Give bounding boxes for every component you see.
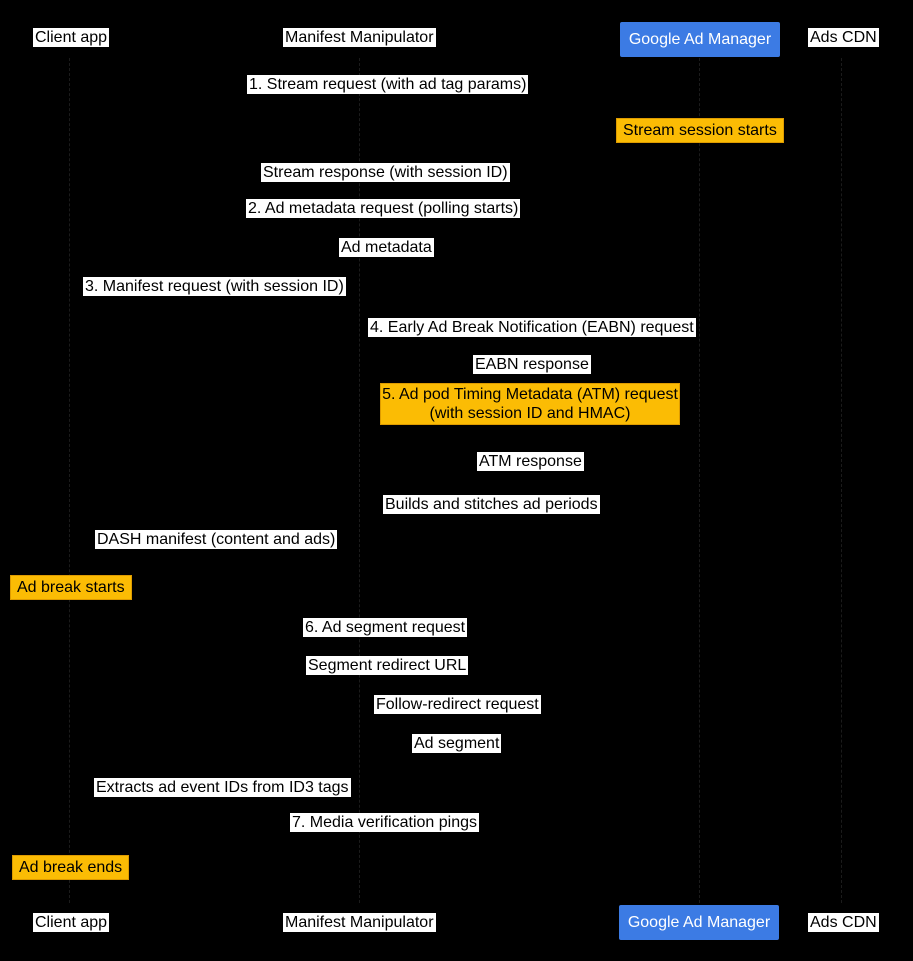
lifeline-client-app — [69, 58, 70, 903]
msg-ad-metadata: Ad metadata — [341, 239, 432, 256]
actor-google-ad-manager-top: Google Ad Manager — [620, 22, 780, 57]
msg-eabn-response: EABN response — [475, 356, 589, 373]
actor-client-app-bottom: Client app — [35, 914, 108, 931]
note-atm-request-line2: (with session ID and HMAC) — [429, 405, 631, 422]
msg-atm-response: ATM response — [479, 453, 582, 470]
msg-follow-redirect-request: Follow-redirect request — [376, 696, 539, 713]
note-ad-break-starts: Ad break starts — [10, 575, 132, 600]
lifeline-manifest-manipulator — [359, 58, 360, 903]
lifeline-ads-cdn — [841, 58, 842, 903]
note-atm-request-line1: 5. Ad pod Timing Metadata (ATM) request — [382, 386, 678, 403]
msg-manifest-request: 3. Manifest request (with session ID) — [85, 278, 344, 295]
msg-ad-segment-request: 6. Ad segment request — [305, 619, 466, 636]
actor-client-app-top: Client app — [35, 29, 108, 46]
note-atm-request — [380, 383, 680, 425]
actor-google-ad-manager-bottom: Google Ad Manager — [619, 905, 779, 940]
msg-stream-request: 1. Stream request (with ad tag params) — [249, 76, 527, 93]
lifeline-google-ad-manager — [699, 58, 700, 903]
msg-ad-metadata-request: 2. Ad metadata request (polling starts) — [248, 200, 519, 217]
msg-builds-stitches: Builds and stitches ad periods — [385, 496, 598, 513]
msg-segment-redirect-url: Segment redirect URL — [308, 657, 467, 674]
actor-ads-cdn-top: Ads CDN — [810, 29, 877, 46]
msg-extracts-id3: Extracts ad event IDs from ID3 tags — [96, 779, 349, 796]
msg-stream-response: Stream response (with session ID) — [263, 164, 508, 181]
actor-manifest-manipulator-bottom: Manifest Manipulator — [285, 914, 434, 931]
actor-manifest-manipulator-top: Manifest Manipulator — [285, 29, 434, 46]
note-stream-session-starts: Stream session starts — [616, 118, 784, 143]
msg-ad-segment: Ad segment — [414, 735, 500, 752]
msg-eabn-request: 4. Early Ad Break Notification (EABN) request — [370, 319, 694, 336]
msg-media-verification-pings: 7. Media verification pings — [292, 814, 477, 831]
msg-dash-manifest: DASH manifest (content and ads) — [97, 531, 336, 548]
note-ad-break-ends: Ad break ends — [12, 855, 129, 880]
actor-ads-cdn-bottom: Ads CDN — [810, 914, 877, 931]
